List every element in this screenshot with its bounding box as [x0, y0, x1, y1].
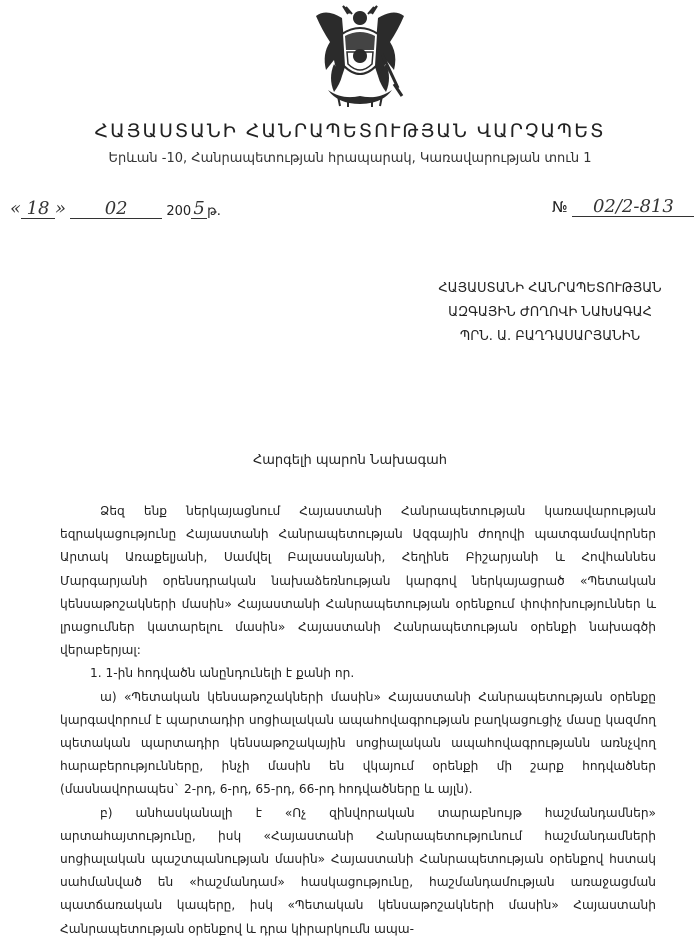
date-open-quote: «: [10, 198, 22, 219]
date-day: 18: [21, 200, 55, 219]
recipient-line-1: ՀԱՅԱՍՏԱՆԻ ՀԱՆՐԱՊԵՏՈՒԹՅԱՆ: [438, 281, 662, 296]
document-number: [552, 198, 694, 217]
date-close-quote: »: [55, 198, 67, 219]
coat-of-arms-emblem: [312, 4, 408, 108]
number-value: 02/2-813: [572, 198, 694, 217]
date-year-digit: 5: [191, 200, 207, 219]
recipient-block: [430, 277, 670, 349]
salutation: Հարգելի պարոն Նախագահ: [252, 453, 448, 468]
number-sign: №: [552, 198, 568, 216]
date-year-prefix: 200: [166, 204, 192, 219]
paragraph-item-a: ա) «Պետական կենսաթոշակների մասին» Հայաստանի Հանրապետության օրենքը կարգավորում է պարտադիր սոցիալական ապահովագրության բաղկացուցիչ մասը կազմող պետական պարտադիր կենսաթոշակային սոցիալական ապահովագրությանն առնչվող հարաբերությունները, ինչի մասին են վկայում օրենքի մի շարք հոդվածներ (մասնավորապես` 2-րդ, 6-րդ, 65-րդ, 66-րդ հոդվածները և այլն).: [60, 689, 656, 797]
recipient-line-2: ԱԶԳԱՅԻՆ ԺՈՂՈՎԻ ՆԱԽԱԳԱՀ: [448, 305, 652, 320]
date-month: 02: [70, 200, 162, 219]
date-suffix: թ.: [207, 204, 221, 219]
letter-body: [60, 500, 656, 941]
document-date: [10, 198, 221, 224]
paragraph-item-1: 1. 1-ին հոդվածն անընդունելի է քանի որ.: [90, 666, 355, 681]
paragraph-intro: Ձեզ ենք ներկայացնում Հայաստանի Հանրապետության կառավարության եզրակացությունը Հայաստանի Հանրապետության Ազգային ժողովի պատգամավորներ Արտակ Առաքելյանի, Սամվել Բալասանյանի, Հեղինե Բիշարյանի և Հովհաննես Մարգարյանի օրենսդրական նախաձեռնության կարգով ներկայացրած «Պետական կենսաթոշակների մասին» Հայաստանի Հանրապետության օրենքում փոփոխություններ և լրացումներ կատարելու մասին» Հայաստանի Հանրապետության օրենքի նախագծի վերաբերյալ:: [60, 504, 656, 658]
recipient-line-3: ՊՐՆ. Ա. ԲԱՂԴԱՍԱՐՅԱՆԻՆ: [459, 329, 641, 344]
paragraph-item-b: բ) անհասկանալի է «Ոչ զինվորական տարաբնույթ հաշմանդամներ» արտահայտությունը, իսկ «Հայաստանի Հանրապետությունում հաշմանդամների սոցիալական պաշտպանության մասին» Հայաստանի Հանրապետության օրենքով հստակ սահմանված են «հաշմանդամ» հասկացությունը, հաշմանդամության առաջացման պատճառական կապերը, իսկ «Պետական կենսաթոշակների մասին» Հայաստանի Հանրապետության օրենքով և դրա կիրարկումն ապա-: [60, 805, 656, 936]
government-title: ՀԱՅԱՍՏԱՆԻ ՀԱՆՐԱՊԵՏՈՒԹՅԱՆ ՎԱՐՉԱՊԵՏ: [94, 120, 606, 142]
government-address: Երևան -10, Հանրապետության հրապարակ, Կառավարության տուն 1: [108, 151, 592, 166]
